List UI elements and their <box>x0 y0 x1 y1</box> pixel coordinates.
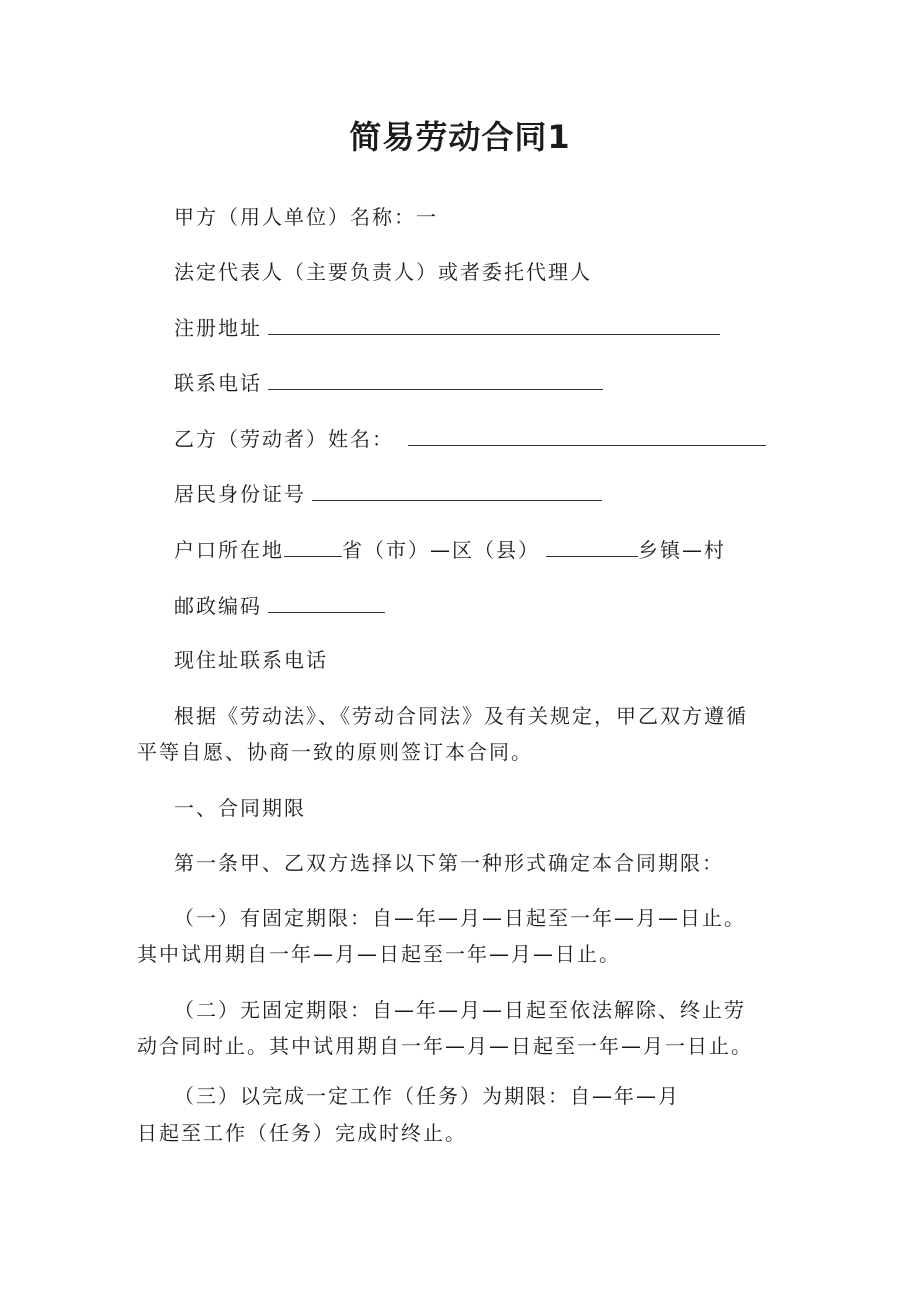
intro-line-2: 平等自愿、协商一致的原则签订本合同。 <box>137 740 533 764</box>
current-address-line: 现住址联系电话 <box>174 648 328 672</box>
hukou-line <box>174 536 726 563</box>
contact-phone-blank <box>268 369 603 390</box>
party-b-name-label: 乙方（劳动者）姓名： <box>174 427 394 451</box>
option-one-line-1: （一）有固定期限：自—年—月—日起至一年—月—日止。 <box>174 906 746 930</box>
option-two-line-1: （二）无固定期限：自—年—月—日起至依法解除、终止劳 <box>174 998 746 1022</box>
postal-code-blank <box>268 592 385 613</box>
hukou-village-label: 乡镇—村 <box>638 538 726 562</box>
hukou-label: 户口所在地 <box>174 538 284 562</box>
id-number-line <box>174 480 602 507</box>
document-title: 简易劳动合同1 <box>349 118 571 156</box>
option-two-line-2: 动合同时止。其中试用期自一年—月—日起至一年—月一日止。 <box>137 1034 753 1058</box>
postal-code-label: 邮政编码 <box>174 594 262 618</box>
party-a-name-line: 甲方（用人单位）名称：一 <box>174 205 438 229</box>
registered-address-label: 注册地址 <box>174 316 262 340</box>
contact-phone-label: 联系电话 <box>174 371 262 395</box>
hukou-district-label: 省（市）—区（县） <box>342 538 540 562</box>
intro-line-1: 根据《劳动法》、《劳动合同法》及有关规定，甲乙双方遵循 <box>174 704 748 728</box>
contact-phone-line <box>174 369 603 396</box>
article-one: 第一条甲、乙双方选择以下第一种形式确定本合同期限： <box>174 851 724 875</box>
party-b-name-blank <box>408 425 766 446</box>
id-number-blank <box>312 480 602 501</box>
hukou-town-blank <box>546 536 638 557</box>
registered-address-line <box>174 314 720 341</box>
id-number-label: 居民身份证号 <box>174 482 306 506</box>
registered-address-blank <box>268 314 720 335</box>
postal-code-line <box>174 592 385 619</box>
party-b-name-line <box>174 425 766 452</box>
section-heading: 一、合同期限 <box>174 796 306 820</box>
option-three-line-1: （三）以完成一定工作（任务）为期限：自—年—月 <box>174 1084 680 1108</box>
option-three-line-2: 日起至工作（任务）完成时终止。 <box>137 1121 467 1145</box>
hukou-province-blank <box>284 536 342 557</box>
option-one-line-2: 其中试用期自一年—月—日起至一年—月—日止。 <box>137 942 621 966</box>
legal-representative-line: 法定代表人（主要负责人）或者委托代理人 <box>174 260 592 284</box>
